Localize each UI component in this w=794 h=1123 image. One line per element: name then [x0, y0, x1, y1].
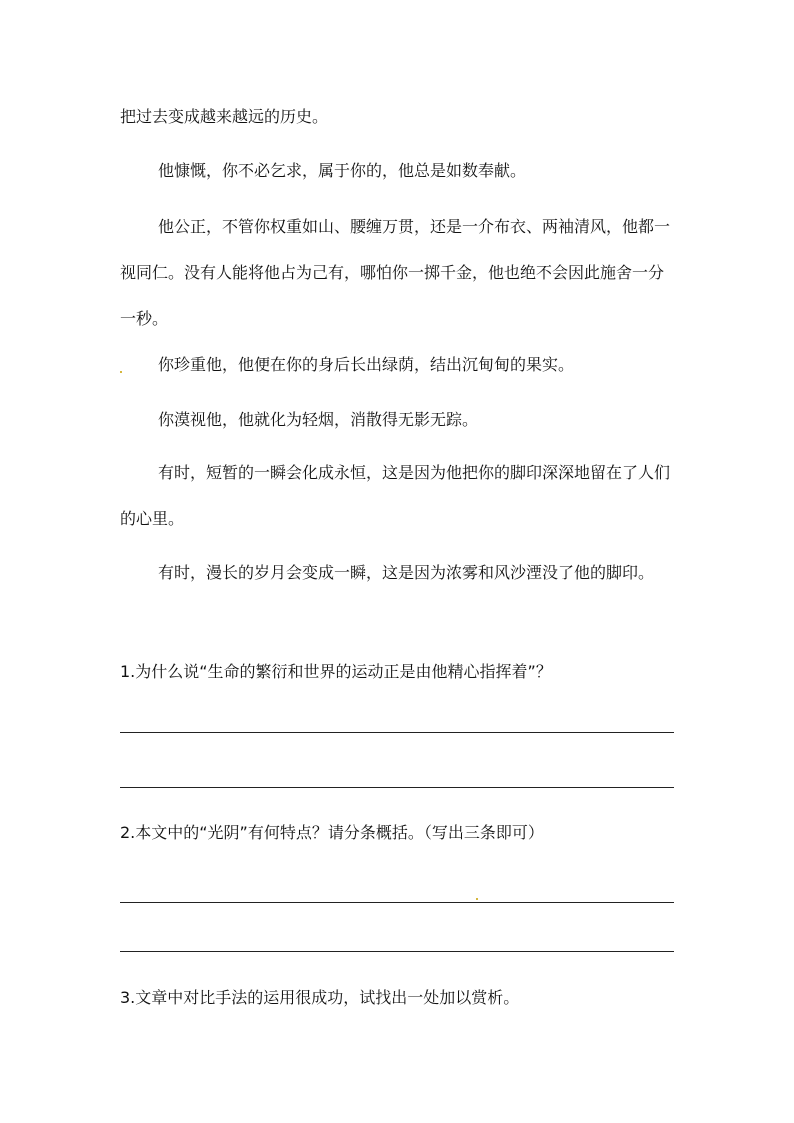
paragraph-moment-eternal: 有时，短暂的一瞬会化成永恒，这是因为他把你的脚印深深地留在了人们的心里。 [120, 463, 671, 528]
paragraph-generous: 他慷慨，你不必乞求，属于你的，他总是如数奉献。 [158, 161, 527, 180]
answer-line-1a[interactable] [120, 732, 674, 733]
question-1: 1.为什么说“生命的繁衍和世界的运动正是由他精心指挥着”？ [120, 662, 552, 681]
answer-line-2a[interactable] [120, 902, 674, 903]
question-3: 3.文章中对比手法的运用很成功，试找出一处加以赏析。 [120, 988, 520, 1007]
paragraph-neglect: 你漠视他，他就化为轻烟，消散得无影无踪。 [158, 410, 479, 429]
paragraph-cherish: 你珍重他，他便在你的身后长出绿荫，结出沉甸甸的果实。 [158, 355, 575, 374]
answer-line-2b[interactable] [120, 951, 674, 952]
paragraph-years-moment: 有时，漫长的岁月会变成一瞬，这是因为浓雾和风沙湮没了他的脚印。 [158, 563, 655, 582]
paragraph-history: 把过去变成越来越远的历史。 [120, 107, 329, 126]
answer-line-1b[interactable] [120, 787, 674, 788]
question-2: 2.本文中的“光阴”有何特点？请分条概括。（写出三条即可） [120, 823, 544, 842]
paragraph-fair: 他公正，不管你权重如山、腰缠万贯，还是一介布衣、两袖清风，他都一视同仁。没有人能将他占为己有，哪怕你一掷千金，他也绝不会因此施舍一分一秒。 [120, 217, 671, 328]
stray-mark-2 [476, 898, 478, 900]
